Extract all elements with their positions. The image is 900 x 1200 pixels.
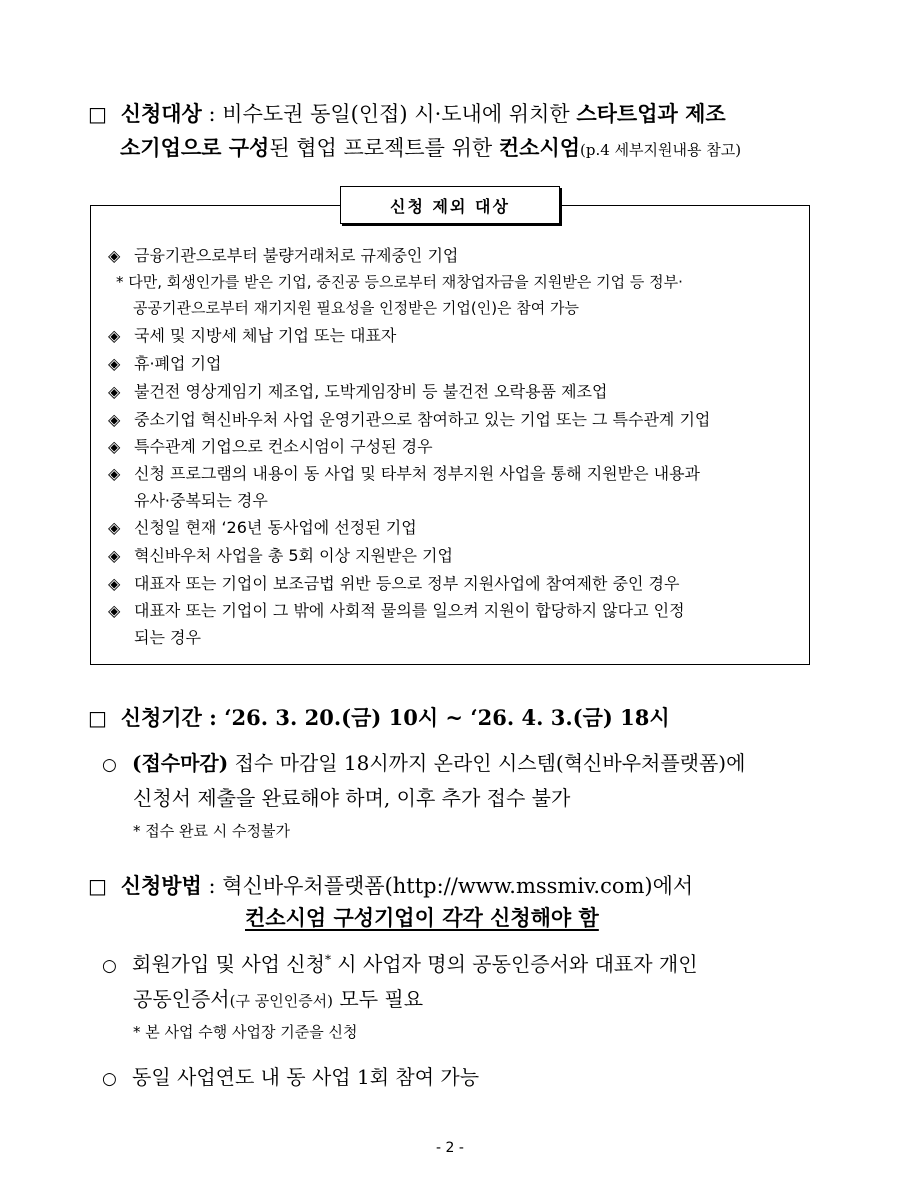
page-number: - 2 -	[436, 1140, 464, 1156]
exclusion-note-line-1: * 다만, 회생인가를 받은 기업, 중진공 등으로부터 재창업자금을 지원받은 기업 등 정부·	[116, 273, 683, 291]
exclusion-item: ◈ 중소기업 혁신바우처 사업 운영기관으로 참여하고 있는 기업 또는 그 특수관계 기업	[108, 410, 711, 429]
period-value: ‘26. 3. 20.(금) 10시 ~ ‘26. 4. 3.(금) 18시	[224, 705, 670, 730]
target-line-1: □ 신청대상 : 비수도권 동일(인접) 시·도내에 위치한 스타트업과 제조	[88, 101, 726, 126]
diamond-bullet-icon: ◈	[108, 410, 121, 429]
deadline-note: * 접수 완료 시 수정불가	[133, 822, 290, 840]
circle-bullet-icon: ○	[102, 755, 117, 775]
diamond-bullet-icon: ◈	[108, 437, 121, 456]
exclusion-item: ◈ 대표자 또는 기업이 그 밖에 사회적 물의를 일으켜 지원이 합당하지 않다고 인정	[108, 601, 685, 620]
checkbox-bullet: □	[88, 874, 107, 898]
exclusion-item: ◈ 불건전 영상게임기 제조업, 도박게임장비 등 불건전 오락용품 제조업	[108, 382, 608, 401]
diamond-bullet-icon: ◈	[108, 518, 121, 537]
method-item-1-line-1: ○ 회원가입 및 사업 신청* 시 사업자 명의 공동인증서와 대표자 개인	[102, 952, 698, 976]
method-item-1-note: * 본 사업 수행 사업장 기준을 신청	[133, 1023, 358, 1041]
deadline-line-2: 신청서 제출을 완료해야 하며, 이후 추가 접수 불가	[133, 786, 571, 810]
exclusion-item: ◈ 대표자 또는 기업이 보조금법 위반 등으로 정부 지원사업에 참여제한 중인 경우	[108, 574, 680, 593]
exclusion-note-line-2: 공공기관으로부터 재기지원 필요성을 인정받은 기업(인)은 참여 가능	[133, 299, 580, 317]
exclusion-item: ◈ 특수관계 기업으로 컨소시엄이 구성된 경우	[108, 437, 433, 456]
period-label: 신청기간 :	[120, 705, 225, 730]
method-line: □ 신청방법 : 혁신바우처플랫폼(http://www.mssmiv.com)에서	[88, 873, 694, 898]
period-line	[88, 702, 670, 732]
exclusion-box-title: 신청 제외 대상	[340, 186, 560, 224]
deadline-label: (접수마감)	[132, 751, 229, 775]
deadline-line-1: ○ (접수마감) 접수 마감일 18시까지 온라인 시스템(혁신바우처플랫폼)에	[102, 751, 746, 775]
circle-bullet-icon: ○	[102, 1069, 117, 1089]
exclusion-item: ◈ 신청일 현재 ‘26년 동사업에 선정된 기업	[108, 518, 417, 537]
diamond-bullet-icon: ◈	[108, 246, 121, 265]
diamond-bullet-icon: ◈	[108, 354, 121, 373]
diamond-bullet-icon: ◈	[108, 326, 121, 345]
exclusion-item: ◈ 국세 및 지방세 체납 기업 또는 대표자	[108, 326, 397, 345]
exclusion-item: ◈ 혁신바우처 사업을 총 5회 이상 지원받은 기업	[108, 546, 453, 565]
target-text: 비수도권 동일(인접) 시·도내에 위치한	[222, 102, 577, 126]
diamond-bullet-icon: ◈	[108, 601, 121, 620]
exclusion-item: ◈ 금융기관으로부터 불량거래처로 규제중인 기업	[108, 246, 459, 265]
checkbox-bullet: □	[88, 102, 107, 126]
method-emphasis: 컨소시엄 구성기업이 각각 신청해야 함	[245, 905, 599, 930]
diamond-bullet-icon: ◈	[108, 546, 121, 565]
checkbox-bullet: □	[88, 706, 107, 730]
exclusion-item: ◈ 휴·폐업 기업	[108, 354, 222, 373]
diamond-bullet-icon: ◈	[108, 464, 121, 483]
method-label: 신청방법	[120, 873, 202, 898]
exclusion-item-continuation: 유사·중복되는 경우	[134, 491, 268, 510]
exclusion-item: ◈ 신청 프로그램의 내용이 동 사업 및 타부처 정부지원 사업을 통해 지원받은 내용과	[108, 464, 700, 483]
diamond-bullet-icon: ◈	[108, 382, 121, 401]
target-line-2: 소기업으로 구성된 협업 프로젝트를 위한 컨소시엄(p.4 세부지원내용 참고)	[120, 135, 742, 160]
method-item-1-line-2: 공동인증서(구 공인인증서) 모두 필요	[133, 987, 424, 1011]
target-reference: (p.4 세부지원내용 참고)	[580, 141, 742, 159]
method-text: 혁신바우처플랫폼(http://www.mssmiv.com)에서	[222, 874, 694, 898]
diamond-bullet-icon: ◈	[108, 574, 121, 593]
target-label: 신청대상	[120, 101, 202, 126]
exclusion-item-continuation: 되는 경우	[134, 628, 201, 647]
method-item-2: ○ 동일 사업연도 내 동 사업 1회 참여 가능	[102, 1065, 480, 1089]
circle-bullet-icon: ○	[102, 956, 117, 976]
